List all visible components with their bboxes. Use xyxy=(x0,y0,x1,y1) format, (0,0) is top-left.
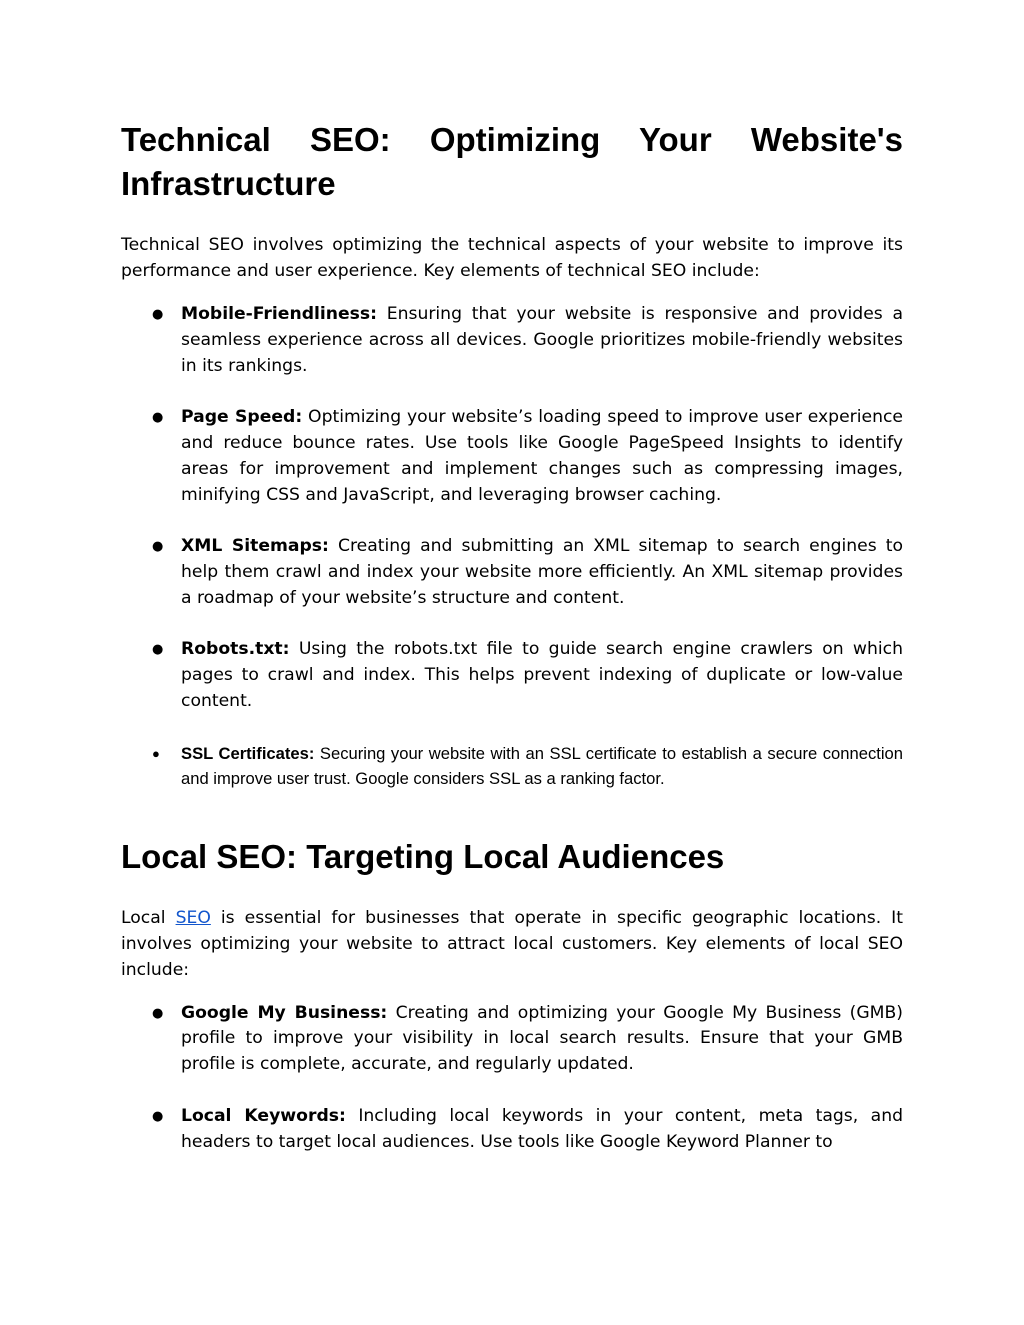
section-heading-local-seo: Local SEO: Targeting Local Audiences xyxy=(121,837,725,875)
list-item-term: Local Keywords: xyxy=(181,1105,346,1126)
list-item-text: Creating and optimizing your Google My Business (GMB) profile to improve your visibility in local search results. Ensure that your GMB profile is complete, accurate, and regularly updated. xyxy=(181,1002,903,1075)
technical-seo-list xyxy=(121,302,903,791)
list-item-xml-sitemaps xyxy=(121,534,903,611)
bullet-icon: ● xyxy=(152,1005,164,1021)
local-seo-list xyxy=(121,1001,903,1156)
list-item-term: Page Speed: xyxy=(181,407,303,428)
bullet-icon: ● xyxy=(152,307,164,322)
bullet-icon: ● xyxy=(152,410,164,426)
list-item-local-keywords xyxy=(121,1104,903,1156)
list-item-term: XML Sitemaps: xyxy=(181,536,329,557)
intro-text-after: is essential for businesses that operate in specific geographic locations. It involves optimizing your website to attract local customers. Key elements of local SEO include: xyxy=(121,907,903,980)
list-item-ssl-certificates xyxy=(121,741,903,791)
bullet-icon: ● xyxy=(152,642,164,658)
list-item-text: Creating and submitting an XML sitemap to search engines to help them crawl and index your website more efficiently. An XML sitemap provides a roadmap of your website’s structure and content. xyxy=(181,536,903,608)
list-item-term: SSL Certificates: xyxy=(181,743,315,763)
technical-seo-intro: Technical SEO involves optimizing the technical aspects of your website to improve its performance and user experience. Key elements of technical SEO include: xyxy=(121,235,903,281)
list-item-text: Optimizing your website’s loading speed to improve user experience and reduce bounce rates. Use tools like Google PageSpeed Insights to identify areas for improvement and implement changes such as compressing images, minifying CSS and JavaScript, and leveraging browser caching. xyxy=(181,407,903,505)
list-item-text: Securing your website with an SSL certificate to establish a secure connection and improve user trust. Google considers SSL as a ranking factor. xyxy=(181,743,903,788)
list-item-term: Robots.txt: xyxy=(181,639,290,660)
list-item-page-speed xyxy=(121,405,903,508)
intro-text-before: Local xyxy=(121,907,176,928)
list-item-term: Google My Business: xyxy=(181,1002,388,1023)
list-item-google-my-business xyxy=(121,1001,903,1078)
seo-link[interactable]: SEO xyxy=(175,907,211,928)
bullet-icon: ● xyxy=(152,745,160,761)
list-item-text: Ensuring that your website is responsive and provides a seamless experience across all devices. Google prioritizes mobile-friendly websites in its rankings. xyxy=(181,304,903,376)
local-seo-intro xyxy=(121,905,903,983)
list-item-text: Using the robots.txt file to guide search engine crawlers on which pages to crawl and index. This helps prevent indexing of duplicate or low-value content. xyxy=(181,639,903,711)
list-item-term: Mobile-Friendliness: xyxy=(181,304,378,324)
document-page xyxy=(121,118,903,1155)
bullet-icon: ● xyxy=(152,539,164,555)
section-heading-technical-seo: Technical SEO: Optimizing Your Website's Infrastructure xyxy=(121,121,903,202)
list-item-robots-txt xyxy=(121,637,903,714)
list-item-text: Including local keywords in your content, meta tags, and headers to target local audiences. Use tools like Google Keyword Planner to xyxy=(181,1105,904,1152)
list-item-mobile-friendliness xyxy=(121,302,903,379)
bullet-icon: ● xyxy=(152,1108,164,1124)
